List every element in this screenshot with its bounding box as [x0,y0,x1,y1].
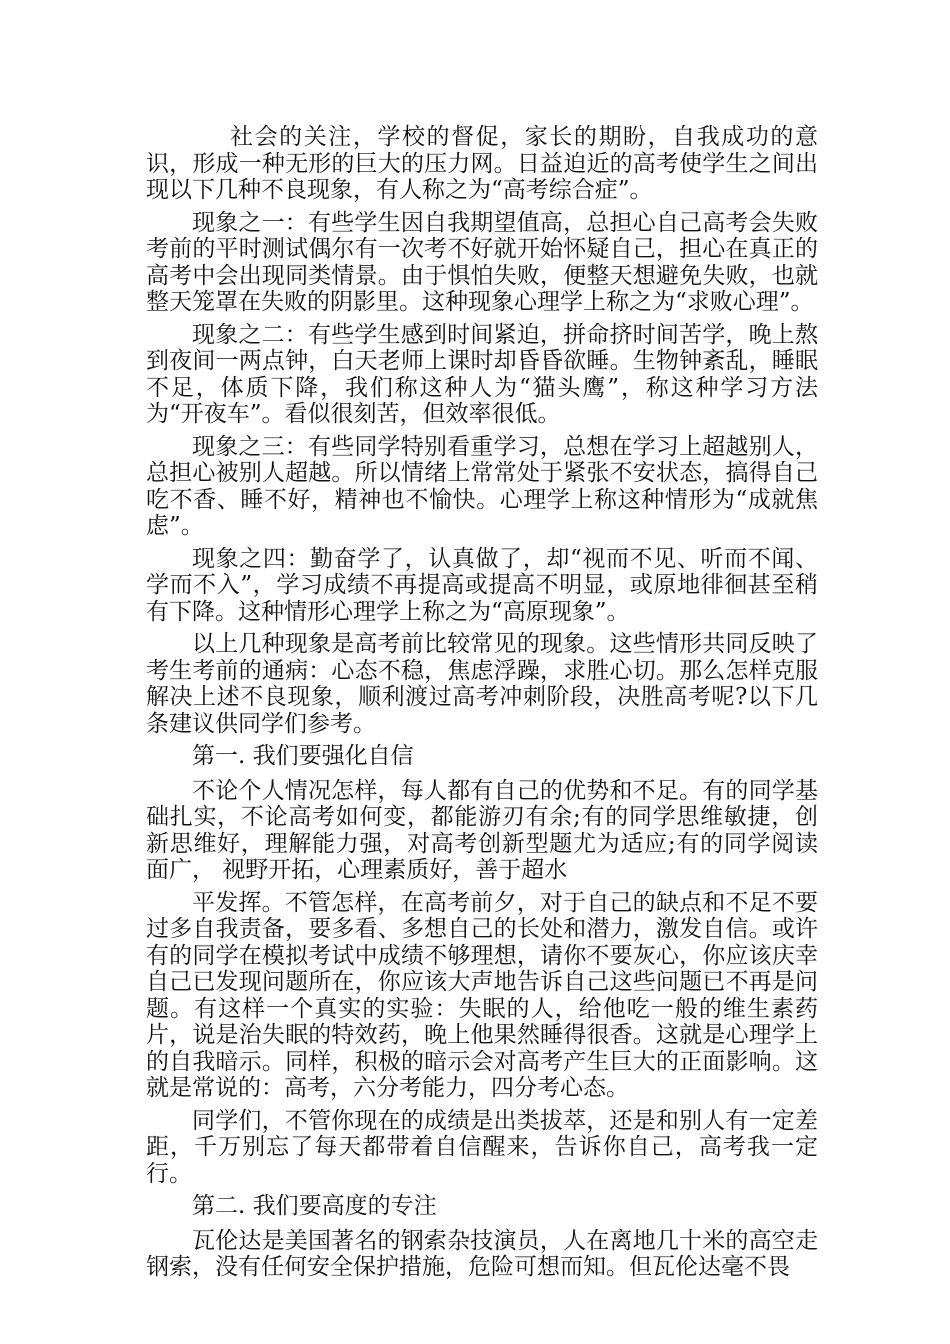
encouragement-paragraph: 同学们，不管你现在的成绩是出类拔萃，还是和别人有一定差距，千万别忘了每天都带着自信醒来，告诉你自己，高考我一定行。 [146,1107,818,1187]
phenomenon-one-paragraph: 现象之一：有些学生因自我期望值高，总担心自己高考会失败考前的平时测试偶尔有一次考不好就开始怀疑自己，担心在真正的高考中会出现同类情景。由于惧怕失败，便整天想避免失败，也就整天笼罩在失败的阴影里。这种现象心理学上称之为“求败心理”。 [146,209,818,315]
phenomenon-two-paragraph: 现象之二：有些学生感到时间紧迫，拼命挤时间苦学，晚上熬到夜间一两点钟，白天老师上课时却昏昏欲睡。生物钟紊乱，睡眠不足，体质下降，我们称这种人为“猫头鹰”，称这种学习方法为“开夜车”。看似很刻苦，但效率很低。 [146,321,818,427]
phenomenon-four-paragraph: 现象之四：勤奋学了，认真做了，却“视而不见、听而不闻、学而不入”，学习成绩不再提高或提高不明显，或原地徘徊甚至稍有下降。这种情形心理学上称之为“高原现象”。 [146,545,818,625]
intro-paragraph: 社会的关注，学校的督促，家长的期盼，自我成功的意识，形成一种无形的巨大的压力网。日益迫近的高考使学生之间出现以下几种不良现象，有人称之为“高考综合症”。 [146,124,818,203]
focus-paragraph: 瓦伦达是美国著名的钢索杂技演员，人在离地几十米的高空走钢索，没有任何安全保护措施，危险可想而知。但瓦伦达毫不畏 [146,1227,818,1280]
section-heading-focus: 第二. 我们要高度的专注 [192,1193,437,1219]
summary-paragraph: 以上几种现象是高考前比较常见的现象。这些情形共同反映了考生考前的通病：心态不稳，焦虑浮躁，求胜心切。那么怎样克服解决上述不良现象，顺利渡过高考冲刺阶段，决胜高考呢?以下几条建议供同学们参考。 [146,631,818,737]
section-heading-confidence: 第一. 我们要强化自信 [192,743,414,769]
confidence-continued-paragraph: 平发挥。不管怎样，在高考前夕，对于自己的缺点和不足不要过多自我责备，要多看、多想自己的长处和潜力，激发自信。或许有的同学在模拟考试中成绩不够理想，请你不要灰心，你应该庆幸自己已发现问题所在，你应该大声地告诉自己这些问题已不再是问题。有这样一个真实的实验：失眠的人，给他吃一般的维生素药片，说是治失眠的特效药，晚上他果然睡得很香。这就是心理学上的自我暗示。同样，积极的暗示会对高考产生巨大的正面影响。这就是常说的：高考，六分考能力，四分考心态。 [146,889,818,1101]
document-body [146,124,818,1285]
phenomenon-three-paragraph: 现象之三：有些同学特别看重学习，总想在学习上超越别人，总担心被别人超越。所以情绪上常常处于紧张不安状态，搞得自己吃不香、睡不好，精神也不愉快。心理学上称这种情形为“成就焦虑”。 [146,433,818,539]
confidence-paragraph: 不论个人情况怎样，每人都有自己的优势和不足。有的同学基础扎实，不论高考如何变，都能游刃有余;有的同学思维敏捷，创新思维好，理解能力强，对高考创新型题尤为适应;有的同学阅读面广， 视野开拓，心理素质好，善于超水 [146,777,818,883]
